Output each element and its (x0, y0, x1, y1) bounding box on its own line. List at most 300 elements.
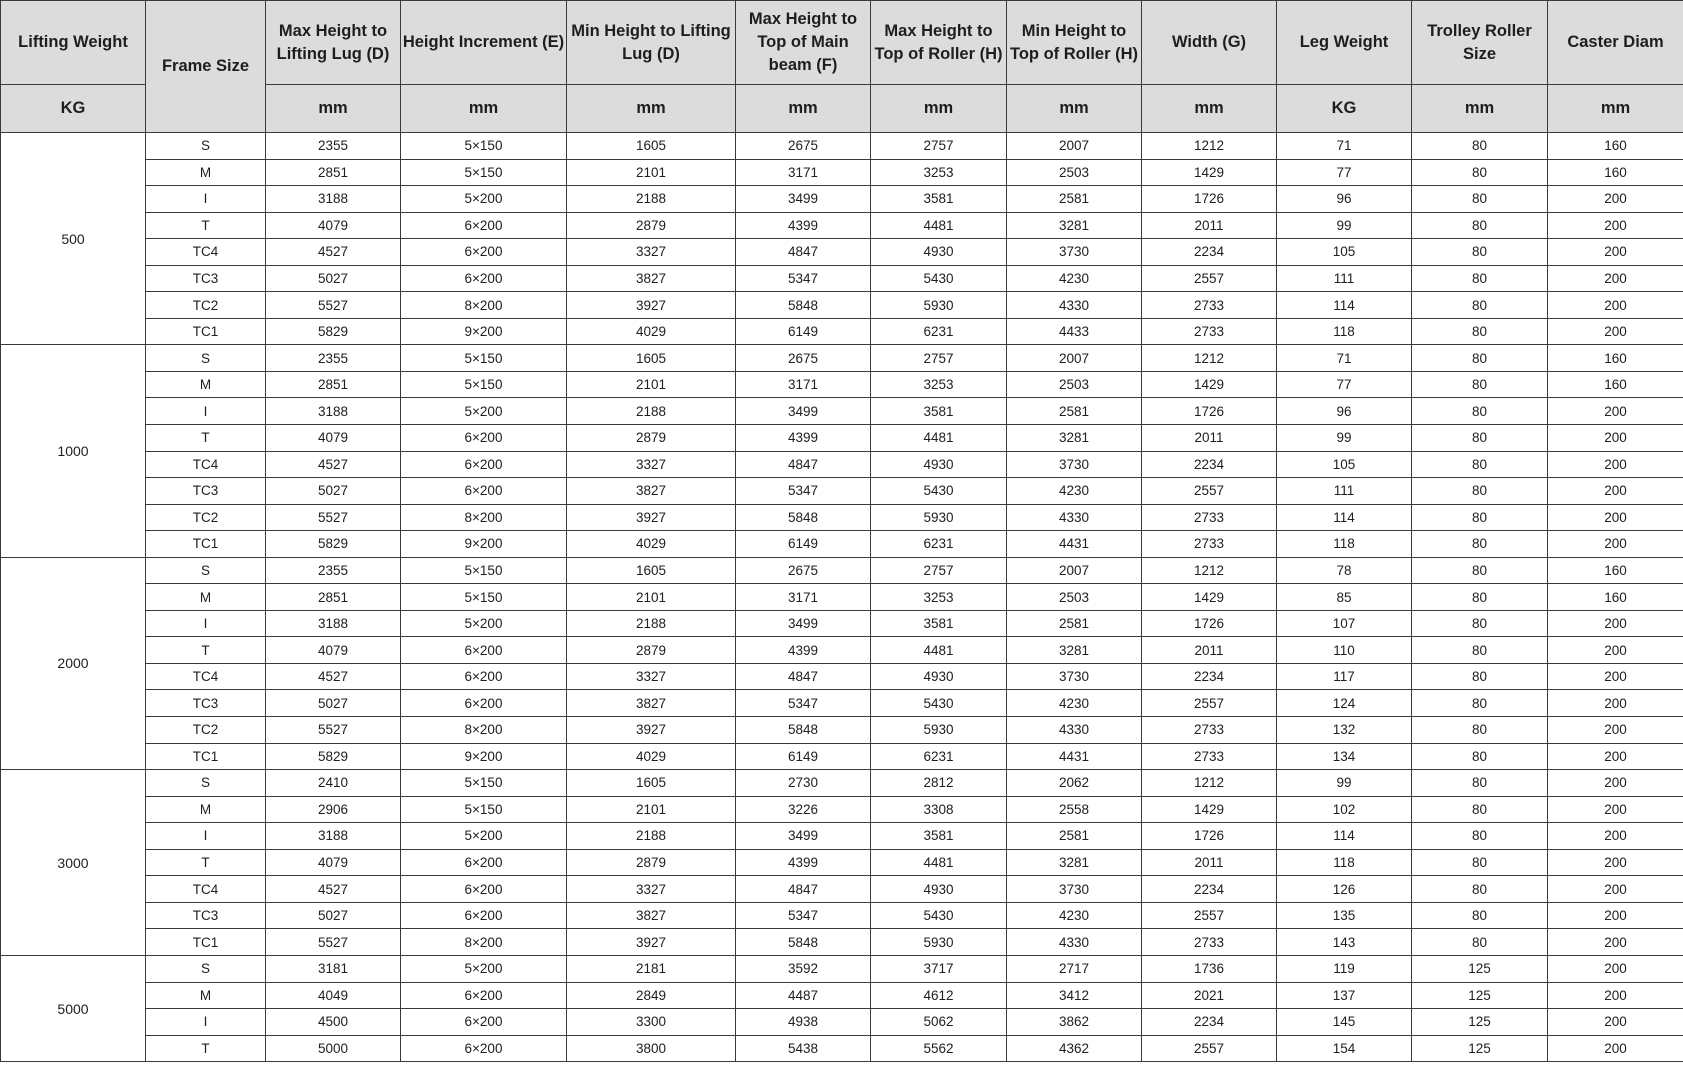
height-increment-cell: 6×200 (401, 265, 567, 292)
width-cell: 2234 (1142, 876, 1277, 903)
max-height-main-beam-cell: 4847 (736, 239, 871, 266)
width-cell: 1726 (1142, 398, 1277, 425)
min-height-lifting-lug-cell: 3327 (567, 876, 736, 903)
caster-diam-cell: 160 (1548, 159, 1683, 186)
max-height-roller-cell: 4481 (871, 849, 1007, 876)
table-row (1, 823, 1683, 850)
max-height-lifting-lug-cell: 4079 (266, 637, 401, 664)
max-height-roller-cell: 3581 (871, 610, 1007, 637)
table-row (1, 186, 1683, 213)
max-height-roller-cell: 3581 (871, 823, 1007, 850)
table-row (1, 159, 1683, 186)
header-max-height-main-beam: Max Height to Top of Main beam (F) (736, 1, 871, 85)
max-height-roller-cell: 4930 (871, 451, 1007, 478)
lifting-weight-cell: 500 (1, 133, 146, 345)
max-height-main-beam-cell: 5347 (736, 902, 871, 929)
width-cell: 2733 (1142, 318, 1277, 345)
unit-lifting-weight: KG (1, 85, 146, 133)
unit-height-increment: mm (401, 85, 567, 133)
table-row (1, 345, 1683, 372)
min-height-roller-cell: 3281 (1007, 425, 1142, 452)
max-height-lifting-lug-cell: 2906 (266, 796, 401, 823)
max-height-main-beam-cell: 2675 (736, 557, 871, 584)
width-cell: 2733 (1142, 717, 1277, 744)
height-increment-cell: 6×200 (401, 902, 567, 929)
max-height-roller-cell: 2812 (871, 770, 1007, 797)
leg-weight-cell: 114 (1277, 504, 1412, 531)
trolley-roller-size-cell: 80 (1412, 796, 1548, 823)
frame-size-cell: M (146, 159, 266, 186)
min-height-lifting-lug-cell: 2879 (567, 637, 736, 664)
max-height-main-beam-cell: 4399 (736, 425, 871, 452)
max-height-lifting-lug-cell: 4079 (266, 212, 401, 239)
max-height-lifting-lug-cell: 5527 (266, 929, 401, 956)
width-cell: 2557 (1142, 690, 1277, 717)
caster-diam-cell: 200 (1548, 743, 1683, 770)
height-increment-cell: 5×150 (401, 159, 567, 186)
max-height-roller-cell: 4481 (871, 637, 1007, 664)
min-height-roller-cell: 2558 (1007, 796, 1142, 823)
max-height-main-beam-cell: 6149 (736, 318, 871, 345)
max-height-roller-cell: 4930 (871, 663, 1007, 690)
height-increment-cell: 5×200 (401, 610, 567, 637)
max-height-roller-cell: 5930 (871, 504, 1007, 531)
leg-weight-cell: 96 (1277, 398, 1412, 425)
header-leg-weight: Leg Weight (1277, 1, 1412, 85)
leg-weight-cell: 132 (1277, 717, 1412, 744)
table-row (1, 265, 1683, 292)
min-height-lifting-lug-cell: 4029 (567, 318, 736, 345)
leg-weight-cell: 118 (1277, 531, 1412, 558)
width-cell: 2557 (1142, 265, 1277, 292)
caster-diam-cell: 200 (1548, 1009, 1683, 1036)
max-height-lifting-lug-cell: 4527 (266, 239, 401, 266)
max-height-main-beam-cell: 4487 (736, 982, 871, 1009)
min-height-roller-cell: 3281 (1007, 212, 1142, 239)
max-height-main-beam-cell: 3171 (736, 584, 871, 611)
max-height-lifting-lug-cell: 2355 (266, 133, 401, 160)
max-height-main-beam-cell: 2675 (736, 133, 871, 160)
max-height-roller-cell: 6231 (871, 743, 1007, 770)
width-cell: 1212 (1142, 557, 1277, 584)
width-cell: 1429 (1142, 796, 1277, 823)
width-cell: 2234 (1142, 239, 1277, 266)
leg-weight-cell: 96 (1277, 186, 1412, 213)
caster-diam-cell: 200 (1548, 1035, 1683, 1062)
frame-size-cell: TC4 (146, 876, 266, 903)
trolley-roller-size-cell: 125 (1412, 955, 1548, 982)
min-height-lifting-lug-cell: 3927 (567, 929, 736, 956)
max-height-lifting-lug-cell: 5027 (266, 478, 401, 505)
min-height-lifting-lug-cell: 3827 (567, 265, 736, 292)
min-height-roller-cell: 2062 (1007, 770, 1142, 797)
max-height-roller-cell: 4930 (871, 876, 1007, 903)
min-height-lifting-lug-cell: 3300 (567, 1009, 736, 1036)
height-increment-cell: 5×200 (401, 398, 567, 425)
min-height-lifting-lug-cell: 2101 (567, 584, 736, 611)
height-increment-cell: 6×200 (401, 451, 567, 478)
height-increment-cell: 5×150 (401, 371, 567, 398)
unit-max-height-main-beam: mm (736, 85, 871, 133)
frame-size-cell: I (146, 398, 266, 425)
leg-weight-cell: 114 (1277, 292, 1412, 319)
caster-diam-cell: 200 (1548, 929, 1683, 956)
height-increment-cell: 6×200 (401, 212, 567, 239)
frame-size-cell: TC3 (146, 690, 266, 717)
max-height-main-beam-cell: 5848 (736, 717, 871, 744)
max-height-roller-cell: 5562 (871, 1035, 1007, 1062)
width-cell: 1429 (1142, 159, 1277, 186)
caster-diam-cell: 200 (1548, 637, 1683, 664)
unit-min-height-lifting-lug: mm (567, 85, 736, 133)
header-caster-diam: Caster Diam (1548, 1, 1683, 85)
max-height-lifting-lug-cell: 5027 (266, 902, 401, 929)
caster-diam-cell: 200 (1548, 504, 1683, 531)
max-height-main-beam-cell: 5347 (736, 690, 871, 717)
max-height-main-beam-cell: 5848 (736, 504, 871, 531)
trolley-roller-size-cell: 80 (1412, 876, 1548, 903)
height-increment-cell: 8×200 (401, 292, 567, 319)
max-height-lifting-lug-cell: 4527 (266, 663, 401, 690)
min-height-roller-cell: 3730 (1007, 876, 1142, 903)
caster-diam-cell: 200 (1548, 292, 1683, 319)
min-height-lifting-lug-cell: 4029 (567, 531, 736, 558)
trolley-roller-size-cell: 80 (1412, 743, 1548, 770)
width-cell: 2733 (1142, 743, 1277, 770)
table-row (1, 929, 1683, 956)
max-height-lifting-lug-cell: 2851 (266, 584, 401, 611)
trolley-roller-size-cell: 80 (1412, 929, 1548, 956)
max-height-lifting-lug-cell: 5527 (266, 504, 401, 531)
width-cell: 2557 (1142, 478, 1277, 505)
min-height-roller-cell: 2581 (1007, 823, 1142, 850)
leg-weight-cell: 119 (1277, 955, 1412, 982)
frame-size-cell: S (146, 345, 266, 372)
trolley-roller-size-cell: 80 (1412, 425, 1548, 452)
max-height-main-beam-cell: 2675 (736, 345, 871, 372)
min-height-roller-cell: 3862 (1007, 1009, 1142, 1036)
width-cell: 1726 (1142, 610, 1277, 637)
max-height-main-beam-cell: 3499 (736, 823, 871, 850)
max-height-roller-cell: 5430 (871, 265, 1007, 292)
min-height-lifting-lug-cell: 2879 (567, 849, 736, 876)
min-height-roller-cell: 4230 (1007, 265, 1142, 292)
min-height-roller-cell: 2007 (1007, 345, 1142, 372)
frame-size-cell: I (146, 1009, 266, 1036)
max-height-lifting-lug-cell: 3188 (266, 186, 401, 213)
frame-size-cell: T (146, 637, 266, 664)
table-row (1, 796, 1683, 823)
height-increment-cell: 8×200 (401, 717, 567, 744)
table-row (1, 239, 1683, 266)
trolley-roller-size-cell: 80 (1412, 345, 1548, 372)
table-row (1, 610, 1683, 637)
min-height-lifting-lug-cell: 2101 (567, 159, 736, 186)
caster-diam-cell: 200 (1548, 212, 1683, 239)
caster-diam-cell: 200 (1548, 239, 1683, 266)
frame-size-cell: TC4 (146, 239, 266, 266)
trolley-roller-size-cell: 80 (1412, 133, 1548, 160)
max-height-roller-cell: 2757 (871, 133, 1007, 160)
max-height-roller-cell: 2757 (871, 557, 1007, 584)
max-height-main-beam-cell: 5347 (736, 265, 871, 292)
caster-diam-cell: 200 (1548, 398, 1683, 425)
max-height-main-beam-cell: 4847 (736, 451, 871, 478)
width-cell: 2021 (1142, 982, 1277, 1009)
trolley-roller-size-cell: 80 (1412, 849, 1548, 876)
frame-size-cell: T (146, 849, 266, 876)
width-cell: 1726 (1142, 186, 1277, 213)
table-row (1, 504, 1683, 531)
max-height-main-beam-cell: 3171 (736, 159, 871, 186)
trolley-roller-size-cell: 80 (1412, 239, 1548, 266)
caster-diam-cell: 200 (1548, 610, 1683, 637)
min-height-roller-cell: 2581 (1007, 186, 1142, 213)
min-height-lifting-lug-cell: 2849 (567, 982, 736, 1009)
max-height-roller-cell: 3717 (871, 955, 1007, 982)
table-body (1, 133, 1683, 1062)
max-height-roller-cell: 5430 (871, 690, 1007, 717)
max-height-lifting-lug-cell: 5027 (266, 690, 401, 717)
max-height-main-beam-cell: 4399 (736, 637, 871, 664)
max-height-main-beam-cell: 5438 (736, 1035, 871, 1062)
caster-diam-cell: 200 (1548, 902, 1683, 929)
max-height-main-beam-cell: 3592 (736, 955, 871, 982)
max-height-roller-cell: 3253 (871, 584, 1007, 611)
frame-size-cell: M (146, 982, 266, 1009)
table-row (1, 398, 1683, 425)
height-increment-cell: 6×200 (401, 425, 567, 452)
width-cell: 1212 (1142, 133, 1277, 160)
lifting-weight-cell: 1000 (1, 345, 146, 557)
leg-weight-cell: 77 (1277, 371, 1412, 398)
max-height-main-beam-cell: 6149 (736, 531, 871, 558)
min-height-lifting-lug-cell: 3827 (567, 902, 736, 929)
leg-weight-cell: 111 (1277, 265, 1412, 292)
frame-size-cell: TC2 (146, 717, 266, 744)
min-height-lifting-lug-cell: 1605 (567, 557, 736, 584)
leg-weight-cell: 85 (1277, 584, 1412, 611)
caster-diam-cell: 200 (1548, 478, 1683, 505)
min-height-lifting-lug-cell: 2188 (567, 398, 736, 425)
max-height-roller-cell: 4481 (871, 425, 1007, 452)
height-increment-cell: 6×200 (401, 478, 567, 505)
max-height-lifting-lug-cell: 4079 (266, 425, 401, 452)
max-height-main-beam-cell: 3226 (736, 796, 871, 823)
max-height-roller-cell: 5930 (871, 717, 1007, 744)
frame-size-cell: TC4 (146, 663, 266, 690)
min-height-roller-cell: 4330 (1007, 504, 1142, 531)
min-height-lifting-lug-cell: 2879 (567, 212, 736, 239)
max-height-lifting-lug-cell: 2355 (266, 557, 401, 584)
leg-weight-cell: 117 (1277, 663, 1412, 690)
trolley-roller-size-cell: 80 (1412, 398, 1548, 425)
header-height-increment: Height Increment (E) (401, 1, 567, 85)
min-height-roller-cell: 2717 (1007, 955, 1142, 982)
frame-size-cell: I (146, 610, 266, 637)
trolley-roller-size-cell: 80 (1412, 770, 1548, 797)
caster-diam-cell: 200 (1548, 425, 1683, 452)
caster-diam-cell: 200 (1548, 823, 1683, 850)
caster-diam-cell: 160 (1548, 371, 1683, 398)
height-increment-cell: 6×200 (401, 637, 567, 664)
leg-weight-cell: 110 (1277, 637, 1412, 664)
frame-size-cell: TC2 (146, 292, 266, 319)
width-cell: 2733 (1142, 292, 1277, 319)
max-height-main-beam-cell: 3499 (736, 398, 871, 425)
frame-size-cell: TC3 (146, 478, 266, 505)
width-cell: 2733 (1142, 504, 1277, 531)
min-height-lifting-lug-cell: 2181 (567, 955, 736, 982)
lifting-weight-cell: 3000 (1, 770, 146, 956)
min-height-lifting-lug-cell: 1605 (567, 133, 736, 160)
min-height-roller-cell: 4230 (1007, 902, 1142, 929)
width-cell: 2557 (1142, 1035, 1277, 1062)
header-trolley-roller-size: Trolley Roller Size (1412, 1, 1548, 85)
max-height-roller-cell: 5930 (871, 292, 1007, 319)
max-height-lifting-lug-cell: 5000 (266, 1035, 401, 1062)
unit-max-height-roller: mm (871, 85, 1007, 133)
unit-min-height-roller: mm (1007, 85, 1142, 133)
width-cell: 2557 (1142, 902, 1277, 929)
height-increment-cell: 6×200 (401, 1035, 567, 1062)
table-row (1, 717, 1683, 744)
max-height-roller-cell: 5430 (871, 902, 1007, 929)
frame-size-cell: TC1 (146, 531, 266, 558)
trolley-roller-size-cell: 80 (1412, 717, 1548, 744)
table-header (1, 1, 1683, 133)
max-height-main-beam-cell: 4847 (736, 663, 871, 690)
min-height-lifting-lug-cell: 1605 (567, 770, 736, 797)
max-height-lifting-lug-cell: 3188 (266, 823, 401, 850)
height-increment-cell: 5×200 (401, 955, 567, 982)
leg-weight-cell: 145 (1277, 1009, 1412, 1036)
height-increment-cell: 6×200 (401, 982, 567, 1009)
max-height-main-beam-cell: 2730 (736, 770, 871, 797)
min-height-roller-cell: 4330 (1007, 292, 1142, 319)
width-cell: 1212 (1142, 770, 1277, 797)
trolley-roller-size-cell: 80 (1412, 823, 1548, 850)
max-height-lifting-lug-cell: 2851 (266, 159, 401, 186)
min-height-roller-cell: 2581 (1007, 398, 1142, 425)
caster-diam-cell: 160 (1548, 133, 1683, 160)
trolley-roller-size-cell: 80 (1412, 637, 1548, 664)
width-cell: 2011 (1142, 849, 1277, 876)
leg-weight-cell: 118 (1277, 318, 1412, 345)
table-row (1, 212, 1683, 239)
frame-size-cell: TC1 (146, 929, 266, 956)
caster-diam-cell: 200 (1548, 876, 1683, 903)
height-increment-cell: 9×200 (401, 743, 567, 770)
leg-weight-cell: 135 (1277, 902, 1412, 929)
max-height-roller-cell: 4930 (871, 239, 1007, 266)
max-height-lifting-lug-cell: 5829 (266, 743, 401, 770)
min-height-roller-cell: 4433 (1007, 318, 1142, 345)
min-height-roller-cell: 2503 (1007, 371, 1142, 398)
table-row (1, 955, 1683, 982)
max-height-roller-cell: 4481 (871, 212, 1007, 239)
max-height-lifting-lug-cell: 4079 (266, 849, 401, 876)
max-height-roller-cell: 5430 (871, 478, 1007, 505)
trolley-roller-size-cell: 80 (1412, 212, 1548, 239)
height-increment-cell: 9×200 (401, 318, 567, 345)
trolley-roller-size-cell: 125 (1412, 1035, 1548, 1062)
table-row (1, 743, 1683, 770)
min-height-roller-cell: 3730 (1007, 663, 1142, 690)
width-cell: 1736 (1142, 955, 1277, 982)
min-height-lifting-lug-cell: 3827 (567, 478, 736, 505)
table-row (1, 425, 1683, 452)
max-height-lifting-lug-cell: 2410 (266, 770, 401, 797)
height-increment-cell: 8×200 (401, 504, 567, 531)
min-height-roller-cell: 4230 (1007, 478, 1142, 505)
height-increment-cell: 6×200 (401, 663, 567, 690)
header-row-labels (1, 1, 1683, 85)
min-height-lifting-lug-cell: 1605 (567, 345, 736, 372)
min-height-roller-cell: 2503 (1007, 159, 1142, 186)
height-increment-cell: 8×200 (401, 929, 567, 956)
min-height-lifting-lug-cell: 2101 (567, 371, 736, 398)
min-height-roller-cell: 2007 (1007, 557, 1142, 584)
caster-diam-cell: 200 (1548, 265, 1683, 292)
trolley-roller-size-cell: 80 (1412, 531, 1548, 558)
leg-weight-cell: 111 (1277, 478, 1412, 505)
min-height-roller-cell: 4230 (1007, 690, 1142, 717)
frame-size-cell: S (146, 133, 266, 160)
min-height-roller-cell: 4330 (1007, 717, 1142, 744)
width-cell: 2234 (1142, 663, 1277, 690)
caster-diam-cell: 200 (1548, 849, 1683, 876)
frame-size-cell: M (146, 371, 266, 398)
trolley-roller-size-cell: 80 (1412, 265, 1548, 292)
min-height-lifting-lug-cell: 4029 (567, 743, 736, 770)
caster-diam-cell: 200 (1548, 982, 1683, 1009)
trolley-roller-size-cell: 80 (1412, 478, 1548, 505)
width-cell: 2733 (1142, 531, 1277, 558)
max-height-roller-cell: 6231 (871, 531, 1007, 558)
frame-size-cell: M (146, 796, 266, 823)
max-height-roller-cell: 5930 (871, 929, 1007, 956)
lifting-weight-cell: 5000 (1, 955, 146, 1061)
trolley-roller-size-cell: 80 (1412, 557, 1548, 584)
max-height-main-beam-cell: 5347 (736, 478, 871, 505)
table-row (1, 876, 1683, 903)
min-height-lifting-lug-cell: 2101 (567, 796, 736, 823)
header-width: Width (G) (1142, 1, 1277, 85)
caster-diam-cell: 200 (1548, 690, 1683, 717)
caster-diam-cell: 200 (1548, 770, 1683, 797)
frame-size-cell: S (146, 557, 266, 584)
max-height-lifting-lug-cell: 3181 (266, 955, 401, 982)
caster-diam-cell: 200 (1548, 955, 1683, 982)
width-cell: 1429 (1142, 584, 1277, 611)
leg-weight-cell: 102 (1277, 796, 1412, 823)
min-height-lifting-lug-cell: 3327 (567, 239, 736, 266)
trolley-roller-size-cell: 80 (1412, 610, 1548, 637)
max-height-roller-cell: 3581 (871, 186, 1007, 213)
height-increment-cell: 5×200 (401, 823, 567, 850)
height-increment-cell: 6×200 (401, 239, 567, 266)
height-increment-cell: 9×200 (401, 531, 567, 558)
max-height-lifting-lug-cell: 2355 (266, 345, 401, 372)
header-max-height-roller: Max Height to Top of Roller (H) (871, 1, 1007, 85)
height-increment-cell: 6×200 (401, 876, 567, 903)
unit-leg-weight: KG (1277, 85, 1412, 133)
leg-weight-cell: 78 (1277, 557, 1412, 584)
width-cell: 2733 (1142, 929, 1277, 956)
width-cell: 1726 (1142, 823, 1277, 850)
trolley-roller-size-cell: 80 (1412, 371, 1548, 398)
